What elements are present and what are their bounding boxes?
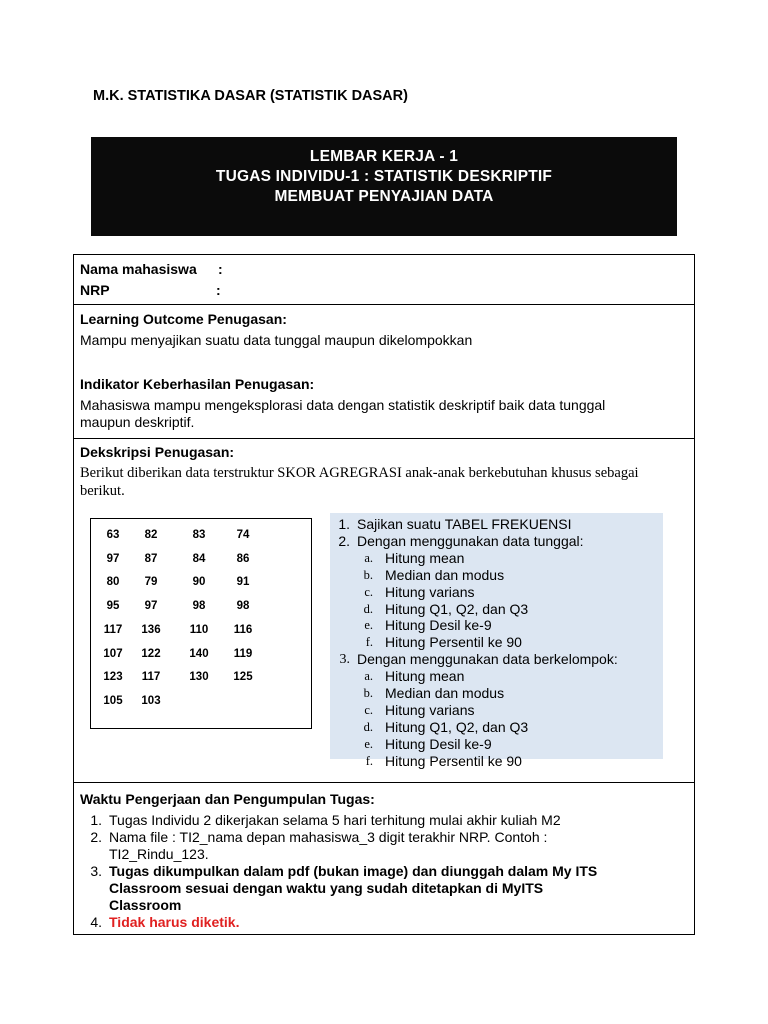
description-heading: Dekskripsi Penugasan:: [80, 444, 235, 460]
score-cell: 125: [233, 671, 253, 684]
banner-line-2: TUGAS INDIVIDU-1 : STATISTIK DESKRIPTIF: [215, 168, 553, 185]
outcome-heading: Learning Outcome Penugasan:: [80, 311, 287, 327]
score-cell: 107: [103, 647, 123, 660]
name-label: Nama mahasiswa: [80, 261, 197, 277]
schedule-section: Waktu Pengerjaan dan Pengumpulan Tugas: 1. Tugas Individu 2 dikerjakan selama 5 hari terhitung mulai akhir kuliah M2 2. Nama file : TI2_nama depan mahasiswa_3 digit terakhir NRP. Contoh : TI2_Rindu_123. 3. Tugas dikumpulkan dalam pdf (bukan image) dan diunggah dalam My ITS Classroom sesuai dengan waktu yang sudah ditetapkan di MyITS Classroom 4. Tidak harus diketik.: [80, 791, 598, 930]
score-cell: 123: [103, 671, 123, 684]
outcome-text: Mampu menyajikan suatu data tunggal maupun dikelompokkan: [80, 332, 473, 348]
assignment-form: [73, 254, 695, 935]
score-cell: 117: [103, 623, 123, 636]
indicator-heading: Indikator Keberhasilan Penugasan:: [80, 376, 315, 392]
warning-text: Tidak harus diketik.: [109, 914, 240, 930]
indicator-line-2: maupun deskriptif.: [80, 414, 195, 430]
banner-line-1: LEMBAR KERJA - 1: [309, 148, 459, 165]
score-cell: 82: [144, 529, 158, 541]
score-cell: 97: [106, 552, 120, 565]
description-line-2: berikut.: [80, 483, 125, 499]
score-cell: 74: [236, 529, 250, 541]
indicator-line-1: Mahasiswa mampu mengeksplorasi data dengan statistik deskriptif baik data tunggal: [80, 397, 606, 413]
identity-section: [74, 255, 694, 305]
score-cell: 105: [103, 694, 123, 707]
course-title: M.K. STATISTIKA DASAR (STATISTIK DASAR): [93, 88, 408, 104]
outcome-section: [74, 305, 694, 439]
score-cell: 86: [236, 552, 250, 565]
score-cell: 63: [106, 529, 120, 541]
score-cell: 136: [141, 623, 161, 636]
score-cell: 119: [233, 647, 253, 660]
nrp-label: NRP: [80, 282, 110, 298]
score-cell: 83: [192, 529, 206, 541]
name-colon: :: [218, 261, 223, 277]
schedule-heading: Waktu Pengerjaan dan Pengumpulan Tugas:: [80, 791, 375, 807]
score-cell: 140: [189, 647, 209, 660]
score-cell: 91: [236, 576, 250, 589]
score-cell: 98: [236, 600, 250, 613]
score-cell: 122: [141, 647, 161, 660]
score-cell: 110: [189, 623, 209, 636]
score-cell: 97: [144, 600, 158, 613]
nrp-colon: :: [216, 282, 221, 298]
score-cell: 95: [106, 600, 120, 613]
score-data-table: [90, 518, 312, 729]
score-cell: 79: [144, 576, 158, 589]
task-list: 1. Sajikan suatu TABEL FREKUENSI 2. Dengan menggunakan data tunggal: a. Hitung mean b. Median dan modus c. Hitung varians d. Hitung Q1, Q2, dan Q3 e. Hitung Desil ke-9 f. Hitung Persentil ke 90 3. Dengan menggunakan data berkelompok: a. Hitung mean b. Median dan modus c. Hitung varians d. Hitung Q1, Q2, dan Q3 e. Hitung Desil ke-9 f. Hitung Persentil ke 90: [330, 513, 663, 759]
score-cell: 103: [141, 694, 161, 707]
score-cell: 90: [192, 576, 206, 589]
score-cell: 80: [106, 576, 120, 589]
score-cell: 116: [233, 623, 253, 636]
description-line-1: Berikut diberikan data terstruktur SKOR AGREGRASI anak-anak berkebutuhan khusus sebagai: [80, 465, 639, 481]
banner-line-3: MEMBUAT PENYAJIAN DATA: [274, 188, 494, 205]
score-cell: 117: [141, 671, 161, 684]
score-cell: 87: [144, 552, 158, 565]
score-cell: 84: [192, 552, 206, 565]
worksheet-banner: [91, 137, 677, 236]
score-cell: 98: [192, 600, 206, 613]
score-cell: 130: [189, 671, 209, 684]
